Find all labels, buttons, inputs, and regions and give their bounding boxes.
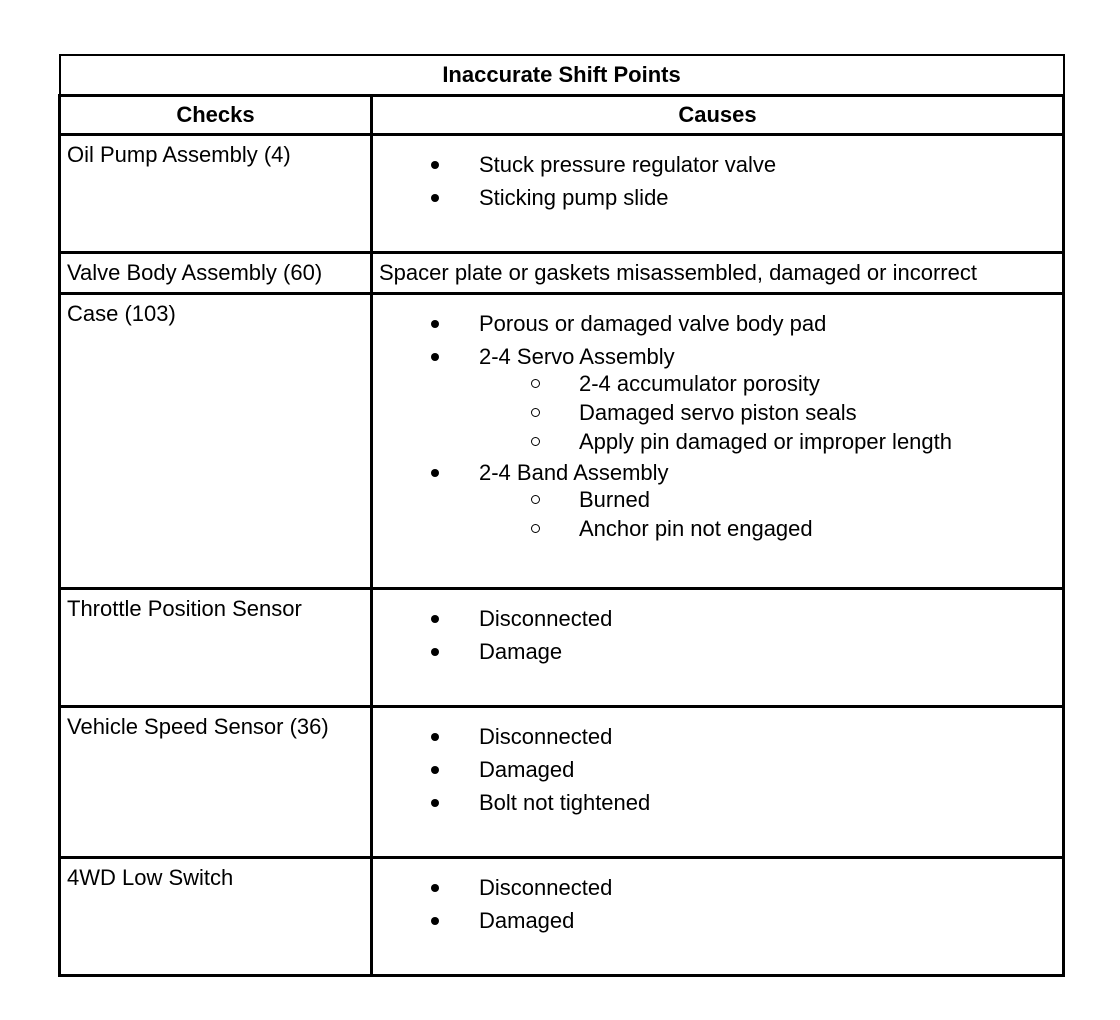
- list-item: [373, 753, 1062, 786]
- cause-text: Disconnected: [479, 875, 613, 900]
- bullet-icon: [431, 320, 439, 328]
- cause-text: Sticking pump slide: [479, 185, 669, 210]
- bullet-icon: [431, 766, 439, 774]
- list-item: [373, 602, 1062, 635]
- cause-cell: [372, 253, 1064, 294]
- cause-cell: [372, 135, 1064, 253]
- bullet-icon: [431, 917, 439, 925]
- cause-text: 2-4 Band Assembly: [479, 460, 669, 485]
- sub-list-item: [479, 514, 1062, 543]
- cause-list: [373, 136, 1062, 214]
- check-cell: Oil Pump Assembly (4): [60, 135, 372, 253]
- cause-list: [373, 708, 1062, 819]
- cause-text: Bolt not tightened: [479, 790, 651, 815]
- circle-bullet-icon: [531, 437, 540, 446]
- cause-text: Disconnected: [479, 606, 613, 631]
- cause-text: Porous or damaged valve body pad: [479, 311, 827, 336]
- header-row: [60, 96, 1064, 135]
- circle-bullet-icon: [531, 379, 540, 388]
- table-row: [60, 135, 1064, 253]
- sub-cause-text: 2-4 accumulator porosity: [579, 371, 820, 396]
- bullet-icon: [431, 353, 439, 361]
- check-cell: Vehicle Speed Sensor (36): [60, 707, 372, 858]
- sub-cause-list: [479, 369, 1062, 456]
- sub-list-item: [479, 485, 1062, 514]
- cause-text: Damage: [479, 639, 563, 664]
- sub-list-item: [479, 369, 1062, 398]
- table-row: [60, 707, 1064, 858]
- cause-text: Spacer plate or gaskets misassembled, damaged or incorrect: [379, 260, 977, 285]
- cause-list: [373, 859, 1062, 937]
- list-item: [373, 720, 1062, 753]
- checks-header: Checks: [60, 96, 372, 135]
- sub-cause-text: Burned: [579, 487, 650, 512]
- shift-points-table: [58, 54, 1065, 977]
- cause-text: Damaged: [479, 757, 575, 782]
- list-item: [373, 307, 1062, 340]
- cause-text: Damaged: [479, 908, 575, 933]
- list-item: [373, 456, 1062, 543]
- title-row: [60, 55, 1064, 96]
- circle-bullet-icon: [531, 408, 540, 417]
- cause-list: [373, 295, 1062, 543]
- cause-cell: [372, 707, 1064, 858]
- cause-cell: [372, 294, 1064, 589]
- table-row: [60, 858, 1064, 976]
- causes-header: Causes: [372, 96, 1064, 135]
- list-item: [373, 635, 1062, 668]
- check-cell: Throttle Position Sensor: [60, 589, 372, 707]
- sub-cause-text: Anchor pin not engaged: [579, 516, 813, 541]
- list-item: [373, 871, 1062, 904]
- bullet-icon: [431, 469, 439, 477]
- check-cell: 4WD Low Switch: [60, 858, 372, 976]
- table-row: [60, 253, 1064, 294]
- cause-text: Stuck pressure regulator valve: [479, 152, 777, 177]
- sub-cause-text: Apply pin damaged or improper length: [579, 429, 953, 454]
- sub-cause-list: [479, 485, 1062, 543]
- list-item: [373, 148, 1062, 181]
- cause-text: 2-4 Servo Assembly: [479, 344, 675, 369]
- circle-bullet-icon: [531, 495, 540, 504]
- list-item: [373, 181, 1062, 214]
- cause-list: [373, 590, 1062, 668]
- cause-cell: [372, 858, 1064, 976]
- cause-cell: [372, 589, 1064, 707]
- bullet-icon: [431, 615, 439, 623]
- sub-list-item: [479, 398, 1062, 427]
- sub-cause-text: Damaged servo piston seals: [579, 400, 857, 425]
- list-item: [373, 340, 1062, 456]
- bullet-icon: [431, 733, 439, 741]
- table-row: [60, 589, 1064, 707]
- sub-list-item: [479, 427, 1062, 456]
- bullet-icon: [431, 799, 439, 807]
- table-title: Inaccurate Shift Points: [60, 55, 1064, 96]
- bullet-icon: [431, 884, 439, 892]
- list-item: [373, 904, 1062, 937]
- list-item: [373, 786, 1062, 819]
- check-cell: Case (103): [60, 294, 372, 589]
- table-row: [60, 294, 1064, 589]
- cause-text: Disconnected: [479, 724, 613, 749]
- bullet-icon: [431, 161, 439, 169]
- circle-bullet-icon: [531, 524, 540, 533]
- bullet-icon: [431, 194, 439, 202]
- check-cell: Valve Body Assembly (60): [60, 253, 372, 294]
- bullet-icon: [431, 648, 439, 656]
